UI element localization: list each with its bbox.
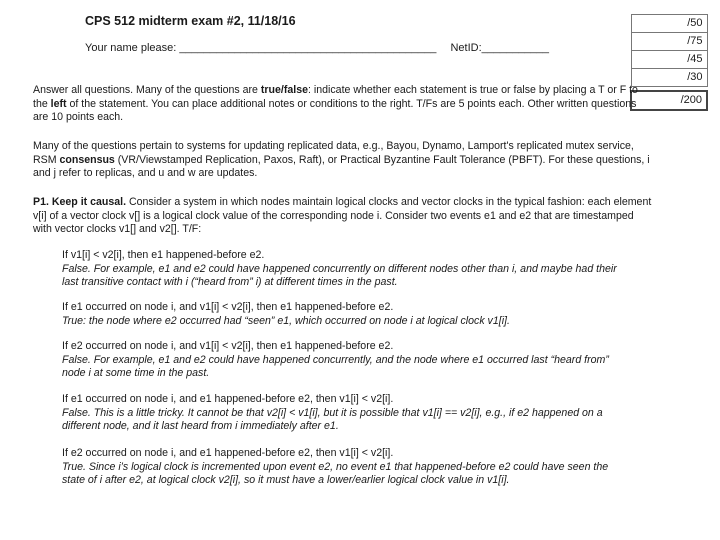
tf-statement: If e1 occurred on node i, and v1[i] < v2[i], then e1 happened-before e2.: [62, 301, 394, 313]
name-field[interactable]: __________________________________________: [179, 42, 437, 54]
name-netid-line: [85, 42, 549, 54]
tf-item: [62, 340, 622, 381]
score-p2: /75: [631, 33, 707, 51]
score-p1: /50: [631, 15, 707, 33]
score-total: /200: [631, 91, 707, 110]
context-paragraph: Many of the questions pertain to systems for updating replicated data, e.g., Bayou, Dynamo, Lamport's replicated mutex service, RSM consensus (VR/Viewstamped Replication, Paxos, Raft), or Practical Byzantine Fault Tolerance (PBFT). For these questions, i and j refer to replicas, and u and w are updates.: [33, 140, 650, 180]
tf-item: [62, 393, 622, 434]
name-label: Your name please:: [85, 42, 177, 54]
exam-title: CPS 512 midterm exam #2, 11/18/16: [85, 14, 296, 28]
tf-item: [62, 301, 622, 328]
tf-answer: True. Since i’s logical clock is incremented upon event e2, no event e1 that happened-before e2 could have seen the state of i after e2, at logical clock v2[i], so it must have a lower/earlier logical clock value in v1[i].: [62, 460, 609, 487]
tf-answer: False. For example, e1 and e2 could have happened concurrently on different nodes other than i, and maybe had their last transitive contact with i (“heard from” i) at different times in the past.: [62, 262, 617, 289]
tf-statement: If e2 occurred on node i, and v1[i] < v2[i], then e1 happened-before e2.: [62, 340, 394, 352]
tf-statement: If v1[i] < v2[i], then e1 happened-before e2.: [62, 249, 265, 261]
instructions-paragraph: Answer all questions. Many of the questions are true/false: indicate whether each statement is true or false by placing a T or F to the left of the statement. You can place additional notes or conditions to the right. T/Fs are 5 points each. Other written questions are 10 points each.: [33, 84, 638, 124]
tf-item: [62, 447, 622, 488]
tf-item: [62, 249, 622, 290]
tf-answer: False. This is a little tricky. It cannot be that v2[i] < v1[i], but it is possible that v1[i] == v2[i], e.g., if e2 happened on a different node, and it last heard from i immediately after e1.: [62, 406, 603, 433]
tf-statement: If e2 occurred on node i, and e1 happened-before e2, then v1[i] < v2[i].: [62, 447, 394, 459]
score-p4: /30: [631, 69, 707, 87]
tf-answer: False. For example, e1 and e2 could have happened concurrently, and the node where e1 occurred last “heard from” node i at some time in the past.: [62, 353, 609, 380]
score-p3: /45: [631, 51, 707, 69]
netid-label: NetID:: [450, 42, 482, 54]
problem1-intro: P1. Keep it causal. Consider a system in which nodes maintain logical clocks and vector clocks in the typical fashion: each element v[i] of a vector clock v[] is a logical clock value of the corresponding node i. Consider two events e1 and e2 that are timestamped with vector clocks v1[] and v2[]. T/F:: [33, 196, 652, 236]
tf-answer: True: the node where e2 occurred had “seen” e1, which occurred on node i at logical clock v1[i].: [62, 314, 510, 327]
tf-statement: If e1 occurred on node i, and e1 happened-before e2, then v1[i] < v2[i].: [62, 393, 394, 405]
problem1-label: P1. Keep it causal.: [33, 196, 127, 208]
netid-field[interactable]: ___________: [481, 42, 549, 54]
